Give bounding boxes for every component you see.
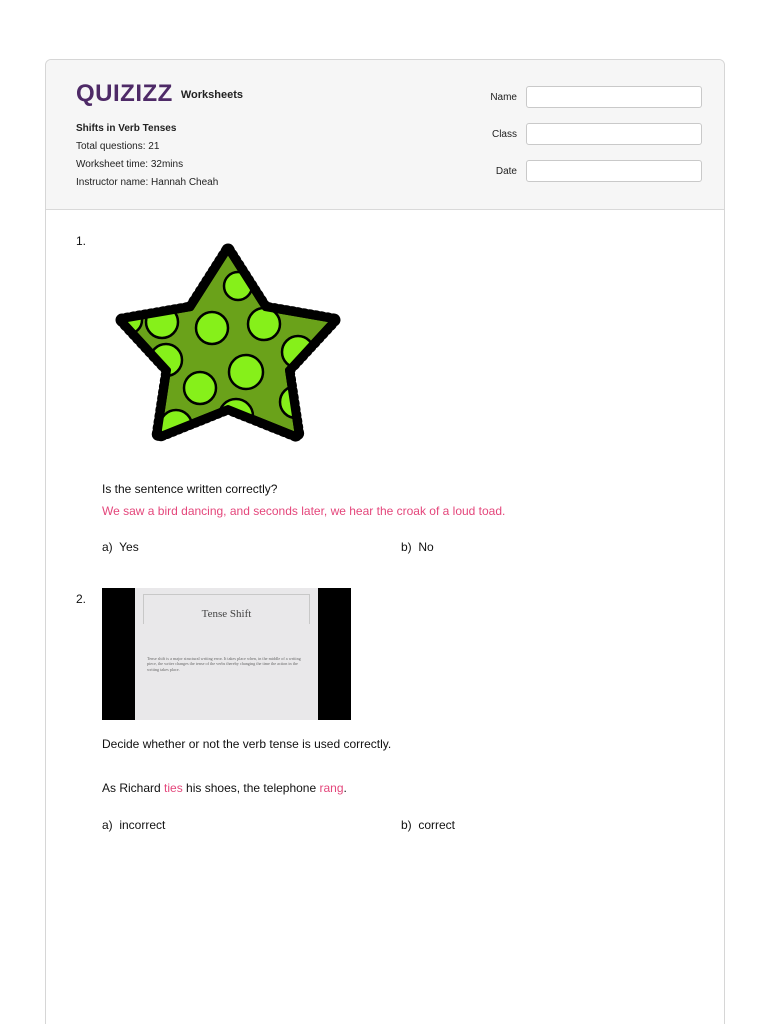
option-letter: a) — [102, 540, 113, 554]
tense-shift-slide-image — [102, 588, 351, 720]
slide — [135, 588, 318, 720]
question-number: 1. — [76, 234, 87, 248]
highlighted-verb: ties — [164, 781, 183, 795]
worksheet-header — [46, 60, 724, 210]
answer-option-a[interactable] — [102, 540, 139, 554]
option-letter: b) — [401, 818, 412, 832]
logo-wordmark: QUIZIZZ — [76, 80, 173, 107]
class-input[interactable] — [526, 123, 702, 145]
question-prompt: Decide whether or not the verb tense is used correctly. — [102, 737, 392, 751]
name-label: Name — [490, 91, 517, 103]
option-text: incorrect — [119, 818, 166, 832]
name-input[interactable] — [526, 86, 702, 108]
option-letter: b) — [401, 540, 412, 554]
highlighted-verb: rang — [319, 781, 344, 795]
option-letter: a) — [102, 818, 113, 832]
date-label: Date — [495, 165, 517, 177]
worksheet-title: Shifts in Verb Tenses — [76, 123, 177, 134]
question-prompt: Is the sentence written correctly? — [102, 482, 278, 496]
class-label: Class — [491, 128, 517, 140]
logo-subtitle: Worksheets — [180, 89, 243, 101]
option-text: No — [418, 540, 434, 554]
slide-title: Tense Shift — [201, 608, 252, 620]
date-input[interactable] — [526, 160, 702, 182]
sentence-part: As Richard — [102, 781, 165, 795]
quizizz-logo — [76, 80, 243, 108]
slide-body: Tense shift is a major structural writing error. It takes place when, in the middle of a writing piece, the writer changes the tense of the verbs thereby changing the time the action in the writing takes place. — [147, 656, 301, 672]
option-text: Yes — [119, 540, 139, 554]
worksheet-meta — [76, 120, 218, 192]
sentence-part: . — [343, 781, 347, 795]
date-field-row — [479, 160, 702, 182]
question-number: 2. — [76, 592, 87, 606]
answer-option-b[interactable] — [401, 540, 434, 554]
sentence-part: his shoes, the telephone — [182, 781, 320, 795]
instructor-name: Instructor name: Hannah Cheah — [76, 177, 219, 188]
question-sentence: We saw a bird dancing, and seconds later, we hear the croak of a loud toad. — [102, 504, 506, 518]
worksheet-time: Worksheet time: 32mins — [76, 159, 184, 170]
question-sentence — [102, 781, 347, 795]
class-field-row — [479, 123, 702, 145]
green-polka-dot-star-icon — [112, 238, 344, 448]
worksheet-page — [45, 59, 725, 1024]
answer-option-b[interactable] — [401, 818, 455, 832]
total-questions: Total questions: 21 — [76, 141, 160, 152]
option-text: correct — [418, 818, 456, 832]
answer-option-a[interactable] — [102, 818, 165, 832]
name-field-row — [479, 86, 702, 108]
